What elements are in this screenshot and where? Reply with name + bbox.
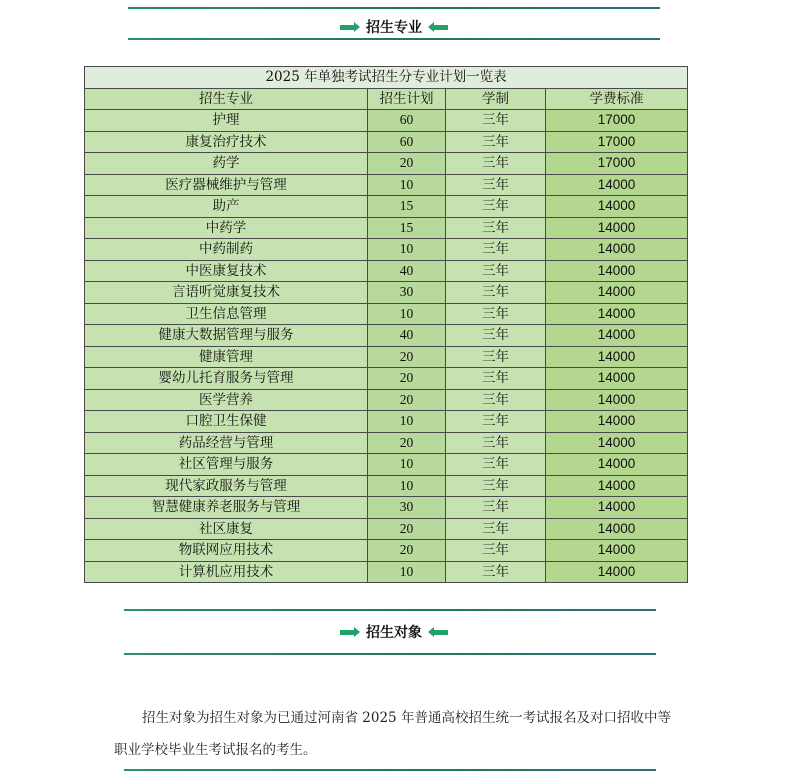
cell-duration: 三年 [446, 260, 546, 282]
cell-major: 卫生信息管理 [85, 303, 368, 325]
cell-duration: 三年 [446, 389, 546, 411]
table-row [85, 497, 688, 519]
cell-major: 计算机应用技术 [85, 561, 368, 583]
arrow-left-icon [428, 627, 448, 637]
cell-plan: 40 [368, 260, 446, 282]
cell-tuition: 14000 [546, 217, 688, 239]
cell-duration: 三年 [446, 475, 546, 497]
cell-tuition: 14000 [546, 454, 688, 476]
cell-tuition: 14000 [546, 561, 688, 583]
cell-major: 健康管理 [85, 346, 368, 368]
cell-duration: 三年 [446, 454, 546, 476]
applicants-paragraph: 招生对象为招生对象为已通过河南省 2025 年普通高校招生统一考试报名及对口招收中等职业学校毕业生考试报名的考生。 [114, 709, 671, 758]
cell-duration: 三年 [446, 432, 546, 454]
section-title-applicants [0, 621, 788, 643]
header-tuition: 学费标准 [546, 88, 688, 110]
arrow-right-icon [340, 627, 360, 637]
bottom-rule-2 [124, 653, 656, 655]
cell-duration: 三年 [446, 303, 546, 325]
section-title-majors [0, 16, 788, 38]
cell-plan: 60 [368, 110, 446, 132]
table-row [85, 196, 688, 218]
cell-major: 健康大数据管理与服务 [85, 325, 368, 347]
cell-plan: 10 [368, 239, 446, 261]
cell-duration: 三年 [446, 110, 546, 132]
cell-major: 医学营养 [85, 389, 368, 411]
table-row [85, 389, 688, 411]
cell-major: 智慧健康养老服务与管理 [85, 497, 368, 519]
cell-tuition: 14000 [546, 260, 688, 282]
cell-tuition: 14000 [546, 475, 688, 497]
cell-plan: 20 [368, 540, 446, 562]
table-row [85, 518, 688, 540]
bottom-rule-1 [128, 38, 660, 40]
cell-duration: 三年 [446, 497, 546, 519]
cell-plan: 20 [368, 368, 446, 390]
header-major: 招生专业 [85, 88, 368, 110]
cell-duration: 三年 [446, 239, 546, 261]
cell-major: 药品经营与管理 [85, 432, 368, 454]
table-row [85, 239, 688, 261]
cell-major: 药学 [85, 153, 368, 175]
arrow-right-icon [340, 22, 360, 32]
cell-major: 康复治疗技术 [85, 131, 368, 153]
cell-tuition: 14000 [546, 540, 688, 562]
table-caption: 2025 年单独考试招生分专业计划一览表 [85, 67, 688, 89]
table-row [85, 131, 688, 153]
cell-tuition: 14000 [546, 239, 688, 261]
cell-tuition: 14000 [546, 368, 688, 390]
cell-plan: 60 [368, 131, 446, 153]
section-title-text: 招生专业 [366, 20, 422, 36]
cell-plan: 20 [368, 389, 446, 411]
cell-plan: 10 [368, 454, 446, 476]
cell-duration: 三年 [446, 282, 546, 304]
footer-rule [124, 769, 656, 771]
table-row [85, 561, 688, 583]
cell-duration: 三年 [446, 346, 546, 368]
cell-plan: 40 [368, 325, 446, 347]
cell-plan: 20 [368, 153, 446, 175]
table-row [85, 368, 688, 390]
cell-plan: 20 [368, 518, 446, 540]
cell-tuition: 17000 [546, 110, 688, 132]
top-rule-2 [124, 609, 656, 611]
cell-major: 中药学 [85, 217, 368, 239]
cell-major: 口腔卫生保健 [85, 411, 368, 433]
cell-plan: 15 [368, 217, 446, 239]
cell-duration: 三年 [446, 368, 546, 390]
cell-duration: 三年 [446, 518, 546, 540]
cell-plan: 10 [368, 411, 446, 433]
cell-major: 社区管理与服务 [85, 454, 368, 476]
cell-major: 护理 [85, 110, 368, 132]
table-row [85, 303, 688, 325]
cell-plan: 30 [368, 282, 446, 304]
table-row [85, 540, 688, 562]
cell-major: 婴幼儿托育服务与管理 [85, 368, 368, 390]
cell-duration: 三年 [446, 217, 546, 239]
cell-plan: 10 [368, 303, 446, 325]
cell-tuition: 14000 [546, 325, 688, 347]
cell-plan: 10 [368, 174, 446, 196]
cell-tuition: 17000 [546, 131, 688, 153]
cell-tuition: 14000 [546, 346, 688, 368]
cell-duration: 三年 [446, 131, 546, 153]
arrow-left-icon [428, 22, 448, 32]
cell-tuition: 14000 [546, 282, 688, 304]
cell-plan: 10 [368, 475, 446, 497]
cell-plan: 20 [368, 432, 446, 454]
cell-plan: 20 [368, 346, 446, 368]
table-row [85, 411, 688, 433]
cell-plan: 30 [368, 497, 446, 519]
cell-major: 现代家政服务与管理 [85, 475, 368, 497]
table-row [85, 346, 688, 368]
header-plan: 招生计划 [368, 88, 446, 110]
table-body [85, 110, 688, 583]
cell-duration: 三年 [446, 540, 546, 562]
cell-tuition: 14000 [546, 389, 688, 411]
cell-plan: 15 [368, 196, 446, 218]
cell-plan: 10 [368, 561, 446, 583]
cell-major: 社区康复 [85, 518, 368, 540]
table-row [85, 153, 688, 175]
section-title-text: 招生对象 [366, 625, 422, 641]
cell-duration: 三年 [446, 196, 546, 218]
cell-duration: 三年 [446, 174, 546, 196]
cell-major: 中药制药 [85, 239, 368, 261]
cell-tuition: 14000 [546, 497, 688, 519]
cell-tuition: 14000 [546, 196, 688, 218]
cell-tuition: 14000 [546, 411, 688, 433]
cell-tuition: 14000 [546, 174, 688, 196]
cell-duration: 三年 [446, 325, 546, 347]
enrollment-plan-table [84, 66, 688, 583]
cell-duration: 三年 [446, 561, 546, 583]
cell-major: 中医康复技术 [85, 260, 368, 282]
table-row [85, 217, 688, 239]
table-row [85, 174, 688, 196]
cell-tuition: 14000 [546, 432, 688, 454]
cell-tuition: 17000 [546, 153, 688, 175]
cell-major: 医疗器械维护与管理 [85, 174, 368, 196]
top-rule-1 [128, 7, 660, 9]
table-row [85, 260, 688, 282]
cell-major: 物联网应用技术 [85, 540, 368, 562]
table-row [85, 325, 688, 347]
table-header-row [85, 88, 688, 110]
cell-duration: 三年 [446, 153, 546, 175]
cell-major: 助产 [85, 196, 368, 218]
table-row [85, 110, 688, 132]
cell-major: 言语听觉康复技术 [85, 282, 368, 304]
table-row [85, 454, 688, 476]
table-row [85, 432, 688, 454]
cell-duration: 三年 [446, 411, 546, 433]
header-duration: 学制 [446, 88, 546, 110]
cell-tuition: 14000 [546, 518, 688, 540]
cell-tuition: 14000 [546, 303, 688, 325]
table-row [85, 282, 688, 304]
table-row [85, 475, 688, 497]
